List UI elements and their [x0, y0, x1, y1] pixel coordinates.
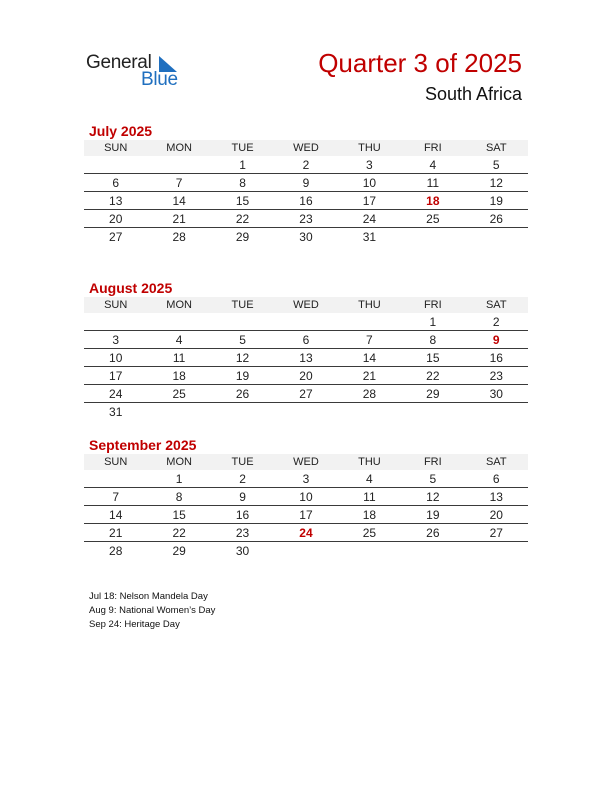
day-cell: 20 — [274, 367, 337, 385]
day-cell: 3 — [338, 156, 401, 174]
day-cell: 4 — [338, 470, 401, 488]
week-row — [84, 403, 528, 421]
day-cell: 12 — [211, 349, 274, 367]
day-cell: 24 — [338, 210, 401, 228]
weekday-header-row — [84, 140, 528, 156]
day-cell: 18 — [338, 506, 401, 524]
week-row — [84, 506, 528, 524]
month-august — [84, 279, 528, 420]
weekday-header: THU — [338, 454, 401, 470]
day-cell: 21 — [84, 524, 147, 542]
empty-day-cell — [465, 542, 528, 560]
day-cell: 3 — [84, 331, 147, 349]
day-cell: 17 — [84, 367, 147, 385]
holiday-notes — [89, 590, 215, 632]
week-row — [84, 210, 528, 228]
empty-day-cell — [401, 403, 464, 421]
day-cell: 6 — [84, 174, 147, 192]
day-cell: 26 — [211, 385, 274, 403]
day-cell: 27 — [109, 229, 123, 244]
week-row — [84, 367, 528, 385]
month-title: August 2025 — [89, 280, 173, 296]
weekday-header-row — [84, 454, 528, 470]
day-cell: 6 — [465, 470, 528, 488]
day-cell: 2 — [274, 156, 337, 174]
country-name: South Africa — [424, 84, 522, 104]
weekday-header: WED — [274, 297, 337, 313]
day-cell: 29 — [235, 229, 250, 244]
weekday-header: SUN — [84, 454, 147, 470]
day-cell: 9 — [211, 488, 274, 506]
day-cell: 14 — [147, 192, 210, 210]
day-cell: 2 — [465, 313, 528, 331]
weekday-header: WED — [274, 140, 337, 156]
weekday-header: THU — [338, 140, 401, 156]
week-row — [84, 470, 528, 488]
month-title: July 2025 — [89, 123, 153, 139]
day-cell: 21 — [338, 367, 401, 385]
day-cell: 1 — [401, 313, 464, 331]
week-row — [84, 313, 528, 331]
week-row — [84, 331, 528, 349]
day-cell: 18 — [147, 367, 210, 385]
empty-day-cell — [401, 228, 464, 246]
holiday-note: Aug 9: National Women’s Day — [89, 605, 216, 616]
week-row — [84, 349, 528, 367]
weekday-header: SAT — [465, 140, 528, 156]
day-cell: 7 — [338, 331, 401, 349]
day-cell: 13 — [84, 192, 147, 210]
day-cell: 5 — [401, 470, 464, 488]
day-cell: 18 — [401, 192, 464, 210]
month-september — [84, 436, 528, 559]
calendar-table — [84, 297, 528, 420]
day-cell: 27 — [274, 385, 337, 403]
weekday-header: MON — [147, 297, 210, 313]
weekday-header: TUE — [211, 297, 274, 313]
empty-day-cell — [465, 228, 528, 246]
day-cell: 24 — [274, 524, 337, 542]
day-cell: 24 — [84, 385, 147, 403]
day-cell: 31 — [109, 404, 123, 419]
empty-day-cell — [465, 403, 528, 421]
day-cell: 29 — [401, 385, 464, 403]
day-cell: 11 — [338, 488, 401, 506]
day-cell: 28 — [172, 229, 186, 244]
day-cell: 10 — [274, 488, 337, 506]
day-cell: 12 — [401, 488, 464, 506]
day-cell: 8 — [211, 174, 274, 192]
empty-day-cell — [338, 403, 401, 421]
day-cell: 10 — [84, 349, 147, 367]
day-cell: 17 — [274, 506, 337, 524]
weekday-header: SUN — [84, 297, 147, 313]
page-title: Quarter 3 of 2025 — [318, 48, 522, 78]
empty-day-cell — [401, 542, 464, 560]
weekday-header: SUN — [84, 140, 147, 156]
day-cell: 28 — [338, 385, 401, 403]
day-cell: 4 — [401, 156, 464, 174]
day-cell: 20 — [465, 506, 528, 524]
week-row — [84, 174, 528, 192]
day-cell: 8 — [401, 331, 464, 349]
week-row — [84, 156, 528, 174]
day-cell: 22 — [211, 210, 274, 228]
day-cell: 30 — [235, 543, 250, 558]
day-cell: 7 — [84, 488, 147, 506]
empty-day-cell — [274, 403, 337, 421]
week-row — [84, 192, 528, 210]
weekday-header: MON — [147, 454, 210, 470]
holiday-note: Jul 18: Nelson Mandela Day — [89, 591, 208, 602]
day-cell: 23 — [274, 210, 337, 228]
day-cell: 15 — [147, 506, 210, 524]
day-cell: 26 — [465, 210, 528, 228]
day-cell: 5 — [211, 331, 274, 349]
day-cell: 30 — [465, 385, 528, 403]
day-cell: 13 — [274, 349, 337, 367]
day-cell: 23 — [211, 524, 274, 542]
day-cell: 19 — [401, 506, 464, 524]
empty-day-cell — [211, 313, 274, 331]
weekday-header: SAT — [465, 297, 528, 313]
logo-word-general: General — [86, 52, 152, 73]
logo-word-blue: Blue — [141, 69, 178, 90]
day-cell: 2 — [211, 470, 274, 488]
day-cell: 22 — [147, 524, 210, 542]
day-cell: 28 — [109, 543, 123, 558]
day-cell: 11 — [147, 349, 210, 367]
weekday-header: WED — [274, 454, 337, 470]
month-july — [84, 122, 528, 245]
week-row — [84, 488, 528, 506]
day-cell: 10 — [338, 174, 401, 192]
day-cell: 15 — [211, 192, 274, 210]
empty-day-cell — [84, 156, 147, 174]
day-cell: 3 — [274, 470, 337, 488]
logo — [86, 52, 186, 92]
empty-day-cell — [147, 313, 210, 331]
day-cell: 11 — [401, 174, 464, 192]
day-cell: 14 — [84, 506, 147, 524]
day-cell: 31 — [362, 229, 377, 244]
day-cell: 4 — [147, 331, 210, 349]
day-cell: 23 — [465, 367, 528, 385]
weekday-header: FRI — [401, 297, 464, 313]
day-cell: 21 — [147, 210, 210, 228]
day-cell: 14 — [338, 349, 401, 367]
calendar-table — [84, 454, 528, 559]
weekday-header: SAT — [465, 454, 528, 470]
calendar-table — [84, 140, 528, 245]
day-cell: 26 — [401, 524, 464, 542]
day-cell: 8 — [147, 488, 210, 506]
week-row — [84, 542, 528, 560]
weekday-header: THU — [338, 297, 401, 313]
day-cell: 16 — [274, 192, 337, 210]
week-row — [84, 524, 528, 542]
empty-day-cell — [338, 542, 401, 560]
day-cell: 17 — [338, 192, 401, 210]
day-cell: 12 — [465, 174, 528, 192]
empty-day-cell — [274, 313, 337, 331]
empty-day-cell — [84, 470, 147, 488]
day-cell: 9 — [274, 174, 337, 192]
day-cell: 19 — [465, 192, 528, 210]
holiday-note: Sep 24: Heritage Day — [89, 619, 180, 630]
day-cell: 6 — [274, 331, 337, 349]
day-cell: 20 — [84, 210, 147, 228]
day-cell: 1 — [211, 156, 274, 174]
day-cell: 25 — [147, 385, 210, 403]
day-cell: 5 — [465, 156, 528, 174]
month-title: September 2025 — [89, 437, 197, 453]
day-cell: 25 — [338, 524, 401, 542]
weekday-header: TUE — [211, 140, 274, 156]
empty-day-cell — [338, 313, 401, 331]
day-cell: 22 — [401, 367, 464, 385]
day-cell: 30 — [299, 229, 313, 244]
weekday-header: FRI — [401, 454, 464, 470]
empty-day-cell — [211, 403, 274, 421]
empty-day-cell — [147, 403, 210, 421]
day-cell: 9 — [465, 331, 528, 349]
week-row — [84, 385, 528, 403]
day-cell: 16 — [465, 349, 528, 367]
day-cell: 15 — [401, 349, 464, 367]
day-cell: 13 — [465, 488, 528, 506]
day-cell: 1 — [147, 470, 210, 488]
day-cell: 7 — [147, 174, 210, 192]
weekday-header: MON — [147, 140, 210, 156]
day-cell: 25 — [401, 210, 464, 228]
day-cell: 16 — [211, 506, 274, 524]
weekday-header-row — [84, 297, 528, 313]
day-cell: 27 — [465, 524, 528, 542]
empty-day-cell — [274, 542, 337, 560]
week-row — [84, 228, 528, 246]
weekday-header: TUE — [211, 454, 274, 470]
empty-day-cell — [84, 313, 147, 331]
day-cell: 29 — [172, 543, 186, 558]
day-cell: 19 — [211, 367, 274, 385]
weekday-header: FRI — [401, 140, 464, 156]
empty-day-cell — [147, 156, 210, 174]
